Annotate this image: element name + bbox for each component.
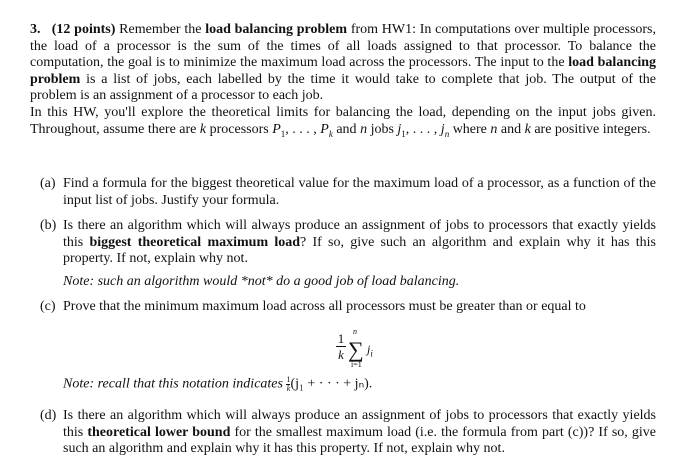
text: are positive integers.	[530, 121, 651, 137]
bold-term: load balancing problem	[30, 55, 656, 87]
part-a	[40, 176, 656, 209]
sigma-symbol: ∑	[348, 337, 364, 362]
text: and	[497, 121, 525, 137]
text: Is there an algorithm which will always produce an assignment of jobs to processors that exactly yields this	[63, 408, 656, 440]
part-label: (d)	[40, 408, 57, 423]
text: is a list of jobs, each labelled by the time it would take to complete that job. The output of the problem is an assignment of a processor to each job.	[30, 71, 656, 104]
part-text: Prove that the minimum maximum load across all processors must be greater than or equal to	[63, 299, 586, 314]
math-sub: 1	[280, 128, 286, 139]
part-label: (b)	[40, 218, 57, 233]
part-d	[40, 408, 656, 458]
text: Remember the	[115, 22, 206, 37]
part-text	[63, 408, 656, 458]
sum-lower: i=1	[351, 360, 362, 369]
math: n	[360, 121, 368, 137]
problem-number: 3.	[30, 22, 41, 37]
math: , . . . ,	[285, 121, 321, 137]
denominator: k	[286, 384, 291, 393]
points: (12 points)	[51, 22, 116, 37]
term-sub: i	[370, 348, 373, 359]
math: j	[440, 121, 445, 137]
math: k	[524, 121, 531, 137]
problem-intro	[30, 22, 656, 142]
part-label: (c)	[40, 299, 56, 314]
text: processors	[206, 121, 273, 137]
part-label: (a)	[40, 176, 56, 191]
math-sub: n	[444, 128, 450, 139]
bold-term: biggest theoretical maximum load	[89, 234, 301, 250]
math: , . . . ,	[405, 121, 441, 137]
text: Is there an algorithm which will always produce an assignment of jobs to processors that exactly yields this	[63, 218, 656, 250]
note: Note: such an algorithm would *not* do a good job of load balancing.	[63, 273, 460, 289]
math: P	[320, 121, 329, 137]
fraction	[336, 332, 346, 361]
sum-formula	[330, 327, 410, 374]
term: j	[367, 342, 371, 356]
text: In this HW, you'll explore the theoretical limits for balancing the load, depending on the input jobs given. Throughout, assume there are	[30, 104, 656, 137]
math-sub: k	[328, 128, 333, 139]
math: k	[199, 121, 207, 137]
sum-upper: n	[353, 327, 357, 336]
text: jobs	[367, 121, 398, 137]
part-c-note	[40, 376, 656, 393]
expression: (j₁ + · · · + jₙ).	[290, 376, 373, 392]
math: P	[272, 121, 281, 137]
text: ? If so, give such an algorithm and explain why it has this property. If not, explain why not.	[63, 234, 656, 267]
part-text	[63, 218, 656, 290]
denominator: k	[338, 347, 344, 362]
part-b	[40, 218, 656, 290]
math: j	[397, 121, 402, 137]
sum-term	[367, 342, 373, 358]
math: n	[490, 121, 498, 137]
note	[63, 376, 656, 393]
text: Note: recall that this notation indicates	[63, 376, 287, 392]
part-c	[40, 299, 656, 316]
text: from HW1: In computations over multiple processors, the load of a processor is the sum of the times of all loads assigned to that processor. To balance the computation, the goal is to minimize the maximum load across the processors. The input to the	[30, 22, 656, 71]
math-sub: 1	[401, 128, 406, 139]
text: for the smallest maximum load (i.e. the formula from part (c))? If so, give such an algorithm and explain why it has this property. If not, explain why not.	[63, 424, 656, 457]
part-text: Find a formula for the biggest theoretical value for the maximum load of a processor, as a function of the input list of jobs. Justify your formula.	[63, 176, 656, 208]
numerator: 1	[286, 375, 291, 384]
text: and	[332, 121, 361, 137]
numerator: 1	[337, 331, 345, 346]
bold-term: theoretical lower bound	[87, 424, 231, 440]
bold-term: load balancing problem	[205, 22, 348, 37]
text: where	[449, 121, 491, 137]
